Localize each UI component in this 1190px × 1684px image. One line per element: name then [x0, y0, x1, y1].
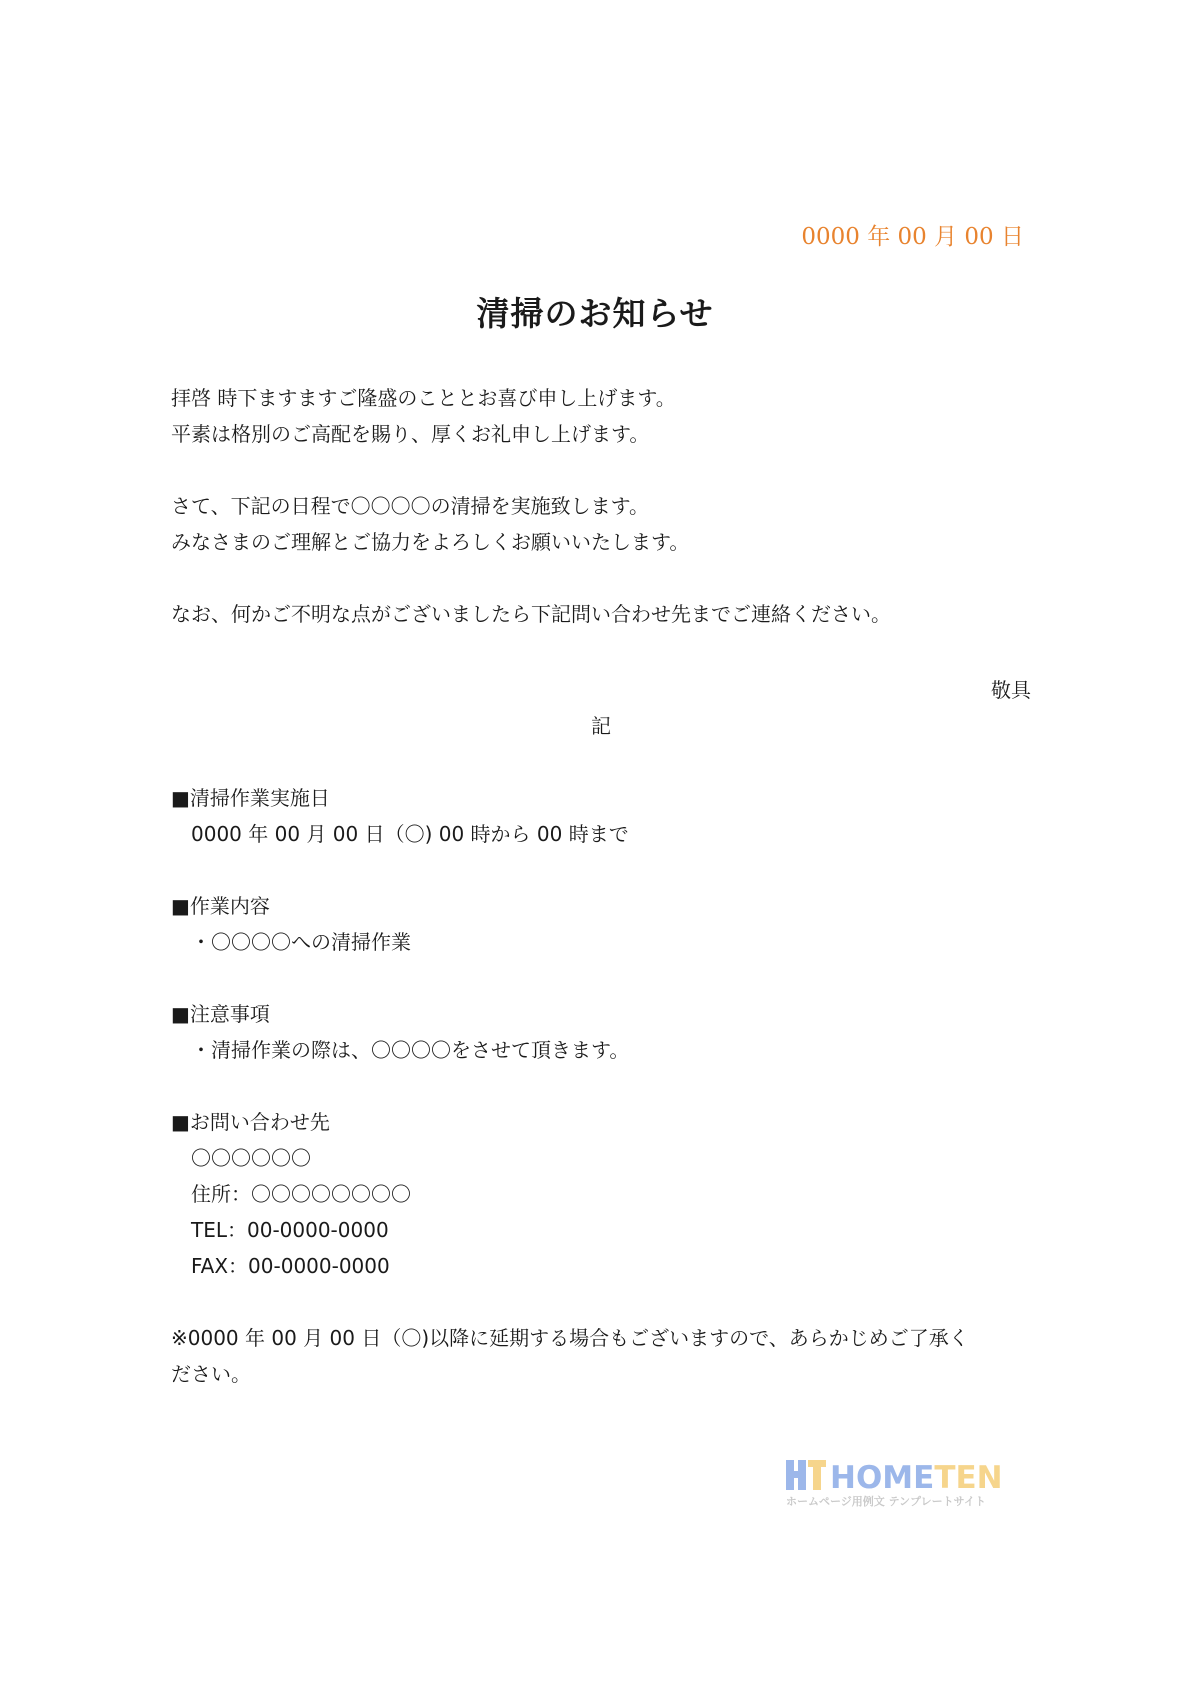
contact-address: 住所：〇〇〇〇〇〇〇〇: [191, 1182, 411, 1206]
greeting-line: 拝啓 時下ますますご隆盛のこととお喜び申し上げます。: [171, 386, 676, 410]
ki-block: [171, 708, 1031, 744]
greeting-block: [171, 380, 1031, 632]
section-date-value: 0000 年 00 月 00 日（〇) 00 時から 00 時まで: [191, 822, 629, 846]
closing-text: 敬具: [991, 678, 1031, 702]
message-line: なお、何かご不明な点がございましたら下記問い合わせ先までご連絡ください。: [171, 602, 891, 626]
section-heading-contact: ■お問い合わせ先: [171, 1110, 330, 1134]
ki-label: 記: [591, 714, 611, 738]
contact-tel: TEL：00-0000-0000: [191, 1218, 389, 1242]
document-title: 清掃のお知らせ: [476, 294, 714, 333]
hometen-logo: [784, 1450, 1010, 1508]
contact-fax: FAX：00-0000-0000: [191, 1254, 390, 1278]
hometen-logo-text: HOMETEN: [830, 1460, 1003, 1496]
greeting-line: 平素は格別のご高配を賜り、厚くお礼申し上げます。: [171, 422, 650, 446]
contact-name: 〇〇〇〇〇〇: [191, 1146, 311, 1170]
hometen-logo-icon: [786, 1460, 826, 1490]
section-heading-notes: ■注意事項: [171, 1002, 270, 1026]
section-notes-item: ・清掃作業の際は、〇〇〇〇をさせて頂きます。: [191, 1038, 630, 1062]
section-heading-content: ■作業内容: [171, 894, 270, 918]
details-block: [171, 780, 1031, 1392]
message-line: さて、下記の日程で〇〇〇〇の清掃を実施致します。: [171, 494, 649, 518]
closing-block: [171, 672, 1031, 708]
section-content-item: ・〇〇〇〇への清掃作業: [191, 930, 411, 954]
message-line: みなさまのご理解とご協力をよろしくお願いいたします。: [171, 530, 690, 554]
section-heading-date: ■清掃作業実施日: [171, 786, 330, 810]
footnote-line: ※0000 年 00 月 00 日（〇)以降に延期する場合もございますので、あらかじめご了承く: [171, 1326, 969, 1350]
footnote-line: ださい。: [171, 1362, 251, 1386]
hometen-logo-subtitle: ホームページ用例文 テンプレートサイト: [786, 1495, 986, 1508]
document-date: 0000 年 00 月 00 日: [801, 224, 1024, 250]
